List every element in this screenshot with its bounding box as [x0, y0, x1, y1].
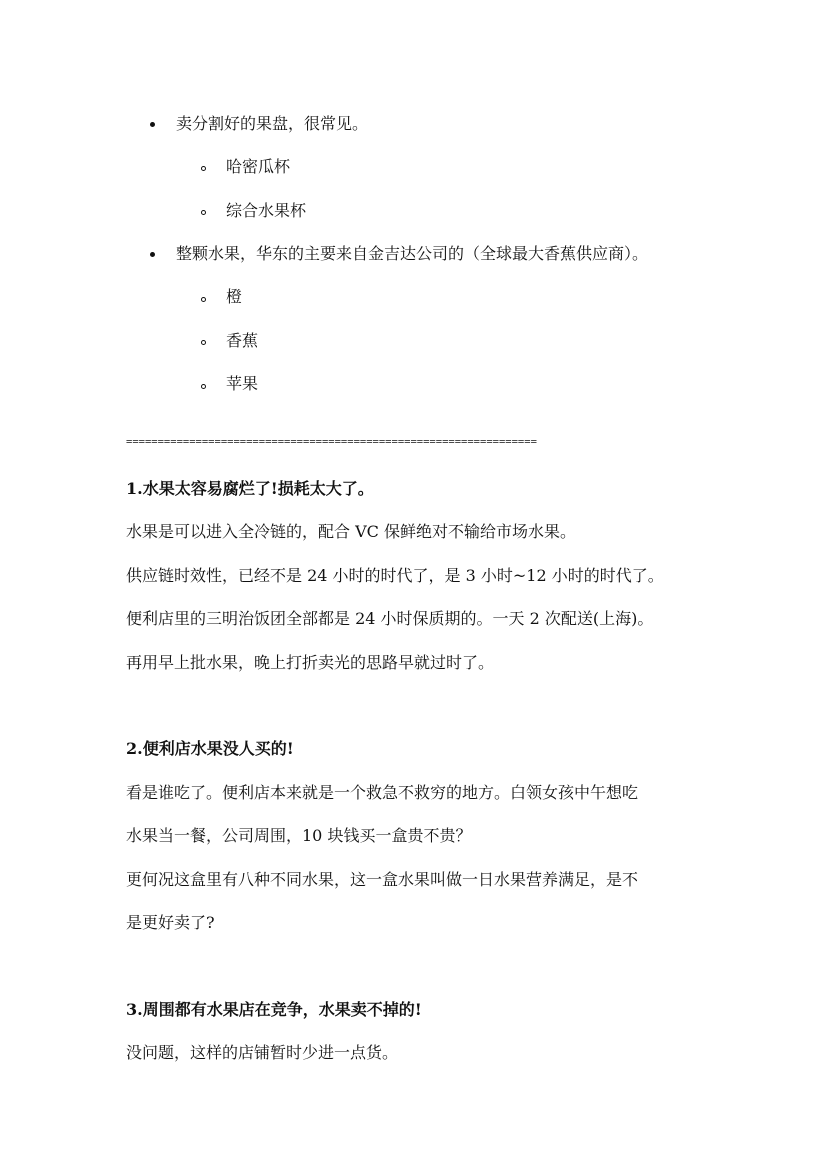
- list-item: 卖分割好的果盘，很常见。: [176, 114, 369, 133]
- bullet-disc-icon: [150, 122, 155, 127]
- list-item: 整颗水果，华东的主要来自金吉达公司的（全球最大香蕉供应商）。: [176, 244, 649, 263]
- paragraph: 再用早上批水果，晚上打折卖光的思路早就过时了。: [126, 653, 495, 672]
- divider: =================================================================: [126, 436, 537, 448]
- sub-list-item: 香蕉: [226, 331, 259, 350]
- paragraph: 便利店里的三明治饭团全部都是 24 小时保质期的。一天 2 次配送(上海)。: [126, 609, 654, 628]
- bullet-disc-icon: [150, 252, 155, 257]
- sub-list-item: 哈密瓜杯: [226, 157, 291, 176]
- sub-list-item: 综合水果杯: [226, 201, 307, 220]
- paragraph: 供应链时效性，已经不是 24 小时的时代了，是 3 小时~12 小时的时代了。: [126, 566, 664, 585]
- bullet-circle-icon: [201, 340, 206, 345]
- section-heading: 1.水果太容易腐烂了!损耗太大了。: [126, 479, 374, 498]
- bullet-circle-icon: [201, 166, 206, 171]
- section-heading: 3.周围都有水果店在竞争，水果卖不掉的!: [126, 1000, 422, 1019]
- bullet-circle-icon: [201, 384, 206, 389]
- section-heading: 2.便利店水果没人买的!: [126, 739, 294, 758]
- sub-list-item: 橙: [226, 287, 243, 306]
- paragraph: 水果是可以进入全冷链的，配合 VC 保鲜绝对不输给市场水果。: [126, 522, 576, 541]
- paragraph: 看是谁吃了。便利店本来就是一个救急不救穷的地方。白领女孩中午想吃: [126, 783, 639, 802]
- sub-list-item: 苹果: [226, 374, 259, 393]
- bullet-circle-icon: [201, 210, 206, 215]
- paragraph: 更何况这盒里有八种不同水果，这一盒水果叫做一日水果营养满足，是不: [126, 870, 639, 889]
- paragraph: 水果当一餐，公司周围，10 块钱买一盒贵不贵？: [126, 826, 472, 845]
- paragraph: 是更好卖了?: [126, 913, 215, 932]
- bullet-circle-icon: [201, 297, 206, 302]
- paragraph: 没问题，这样的店铺暂时少进一点货。: [126, 1043, 399, 1062]
